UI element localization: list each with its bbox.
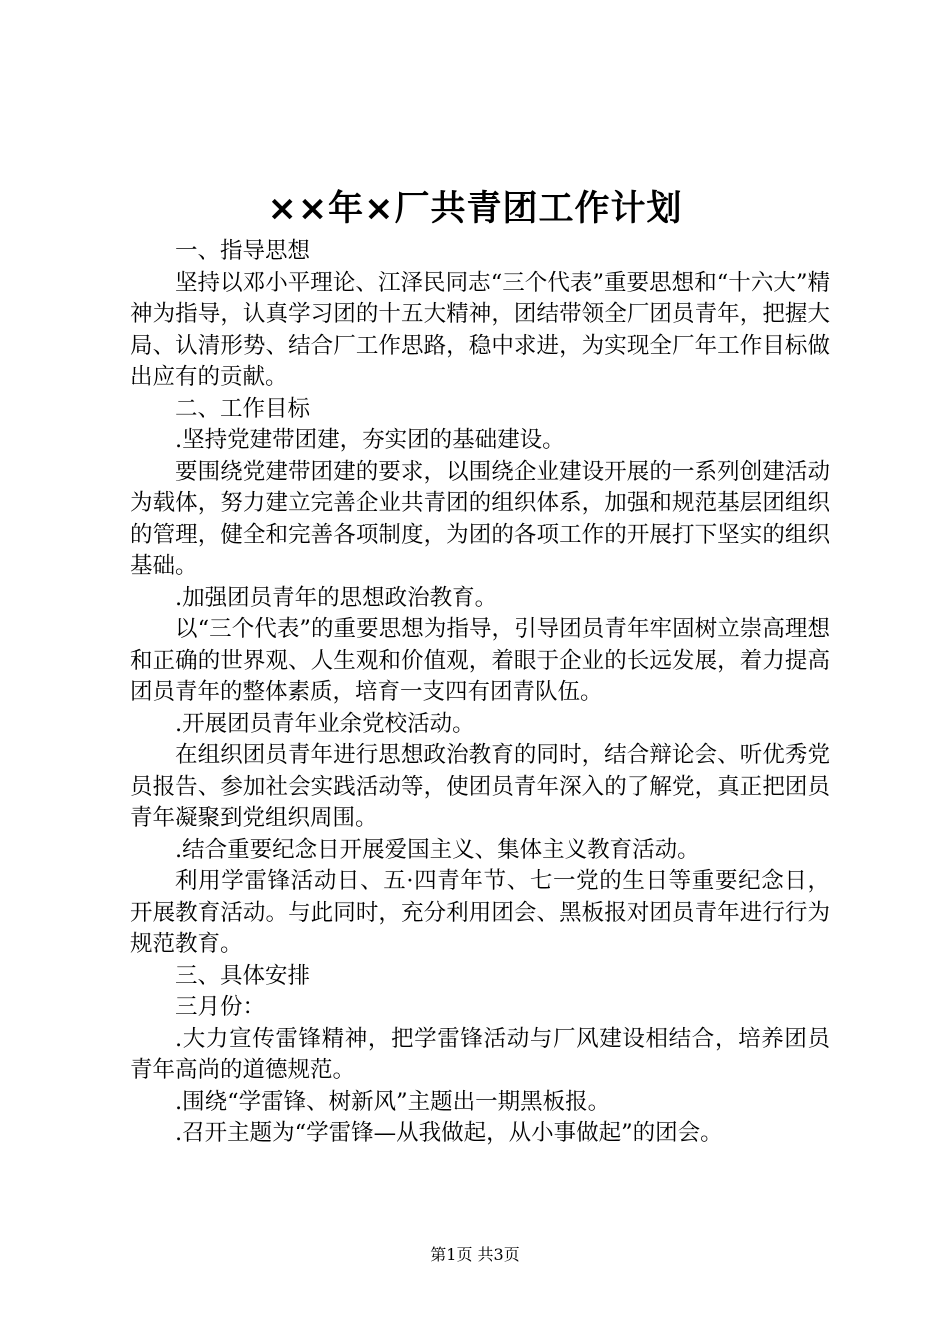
list-item: .加强团员青年的思想政治教育。: [175, 584, 498, 611]
section-heading: 三、具体安排: [175, 962, 311, 989]
list-item: .围绕“学雷锋、树新风”主题出一期黑板报。: [175, 1088, 611, 1115]
paragraph: 在组织团员青年进行思想政治教育的同时，结合辩论会、听优秀党员报告、参加社会实践活动等，使团员青年深入的了解党，真正把团员青年凝聚到党组织周围。: [130, 742, 830, 831]
list-item: .大力宣传雷锋精神，把学雷锋活动与厂风建设相结合，培养团员青年高尚的道德规范。: [130, 1025, 830, 1083]
section-heading: 一、指导思想: [175, 238, 311, 264]
document-title: ××年×厂共青团工作计划: [267, 189, 683, 229]
paragraph: 坚持以邓小平理论、江泽民同志“三个代表”重要思想和“十六大”精神为指导，认真学习团的十五大精神，团结带领全厂团员青年，把握大局、认清形势、结合厂工作思路，稳中求进，为实现全厂年工作目标做出应有的贡献。: [130, 269, 830, 390]
paragraph: 要围绕党建带团建的要求，以围绕企业建设开展的一系列创建活动为载体，努力建立完善企业共青团的组织体系，加强和规范基层团组织的管理，健全和完善各项制度，为团的各项工作的开展打下坚实的组织基础。: [130, 458, 830, 579]
paragraph: 利用学雷锋活动日、五·四青年节、七一党的生日等重要纪念日，开展教育活动。与此同时，充分利用团会、黑板报对团员青年进行行为规范教育。: [130, 868, 830, 957]
section-heading: 二、工作目标: [175, 395, 311, 422]
list-item: .坚持党建带团建，夯实团的基础建设。: [175, 427, 565, 453]
paragraph: 以“三个代表”的重要思想为指导，引导团员青年牢固树立崇高理想和正确的世界观、人生观和价值观，着眼于企业的长远发展，着力提高团员青年的整体素质，培育一支四有团青队伍。: [130, 616, 830, 705]
subheading: 三月份：: [175, 994, 266, 1020]
page-footer: 第1页 共3页: [430, 1245, 520, 1264]
list-item: .召开主题为“学雷锋—从我做起，从小事做起”的团会。: [175, 1120, 723, 1146]
list-item: .开展团员青年业余党校活动。: [175, 710, 475, 737]
list-item: .结合重要纪念日开展爱国主义、集体主义教育活动。: [175, 836, 700, 863]
document-body: [130, 236, 830, 1150]
